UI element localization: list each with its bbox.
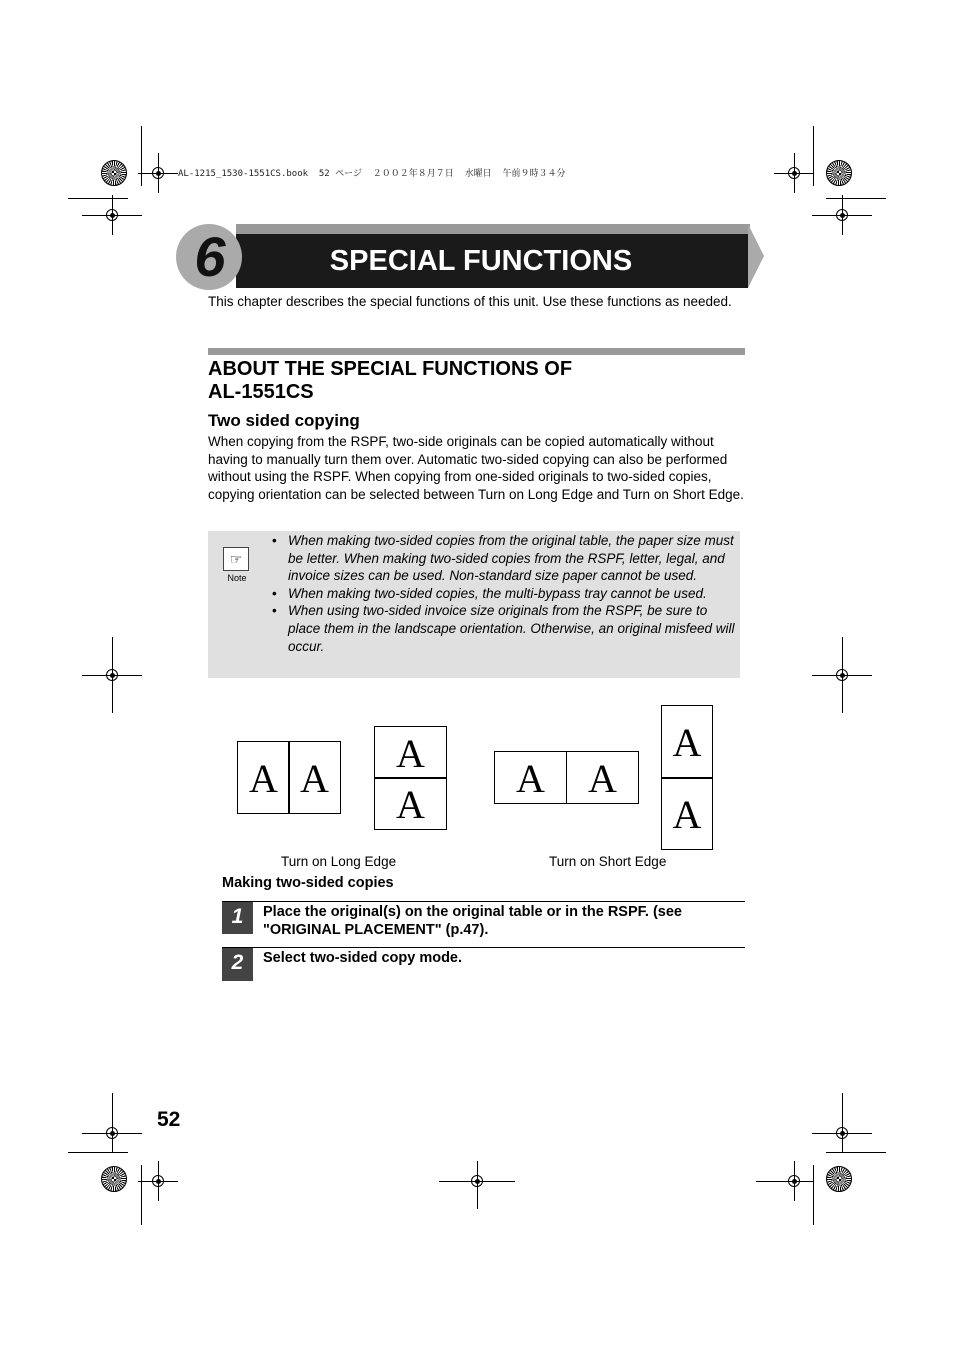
trim-line xyxy=(813,126,814,186)
pointing-hand-icon: ☞ xyxy=(223,547,249,571)
chapter-banner-arrow xyxy=(748,224,764,288)
page-top-panel: A xyxy=(374,726,447,779)
trim-line xyxy=(826,198,886,199)
section-title xyxy=(208,358,728,404)
trim-line xyxy=(813,1165,814,1225)
step-divider xyxy=(222,947,745,948)
trim-line xyxy=(826,1152,886,1153)
step-text: Select two-sided copy mode. xyxy=(263,950,463,966)
page-number: 52 xyxy=(157,1108,181,1131)
page-right-panel: A xyxy=(288,741,341,814)
page-left-panel: A xyxy=(237,741,290,814)
print-header: AL-1215_1530-1551CS.book 52 ページ ２００２年８月７日 水曜日 午前９時３４分 xyxy=(178,169,566,179)
step-number: 2 xyxy=(222,948,253,981)
registration-dial-icon xyxy=(826,1166,852,1192)
step-text: Place the original(s) on the original table or in the RSPF. (see "ORIGINAL PLACEMENT" (p.47). xyxy=(263,904,682,938)
registration-dial-icon xyxy=(826,160,852,186)
chapter-title: SPECIAL FUNCTIONS xyxy=(329,245,633,277)
trim-line xyxy=(68,198,128,199)
section-body: When copying from the RSPF, two-side originals can be copied automatically without having to manually turn them over. Automatic two-sided copying can also be performed without using the RSPF. When copying from one-sided originals to two-sided copies, copying orientation can be selected between Turn on Long Edge and Turn on Short Edge. xyxy=(208,434,744,502)
page-bottom-panel: A xyxy=(374,777,447,830)
registration-dial-icon xyxy=(101,1166,127,1192)
note-item: • When using two-sided invoice size originals from the RSPF, be sure to place them in the landscape orientation. Otherwise, an original misfeed will occur. xyxy=(270,602,740,655)
section-rule xyxy=(208,348,745,355)
note-list xyxy=(270,532,740,655)
trim-line xyxy=(141,126,142,186)
step-divider xyxy=(222,901,745,902)
procedure-title: Making two-sided copies xyxy=(222,875,394,891)
page-bottom-panel: A xyxy=(661,777,713,850)
subsection-title: Two sided copying xyxy=(208,411,360,430)
chapter-banner-shadow xyxy=(236,224,750,234)
trim-line xyxy=(68,1152,128,1153)
caption-short-edge: Turn on Short Edge xyxy=(549,854,667,869)
section-title-line: AL-1551CS xyxy=(208,381,314,403)
section-title-line: ABOUT THE SPECIAL FUNCTIONS OF xyxy=(208,358,573,380)
note-item: • When making two-sided copies from the original table, the paper size must be letter. When making two-sided copies from the RSPF, letter, legal, and invoice sizes can be used. Non-standard size paper cannot be used. xyxy=(270,532,740,585)
note-label: Note xyxy=(227,573,247,583)
page-right-panel: A xyxy=(566,751,639,804)
trim-line xyxy=(141,1165,142,1225)
registration-dial-icon xyxy=(101,160,127,186)
page-top-panel: A xyxy=(661,705,713,779)
chapter-intro: This chapter describes the special functions of this unit. Use these functions as needed. xyxy=(208,294,732,309)
chapter-number: 6 xyxy=(194,225,226,288)
page-left-panel: A xyxy=(494,751,567,804)
note-item: • When making two-sided copies, the multi-bypass tray cannot be used. xyxy=(270,585,740,603)
step-number: 1 xyxy=(222,902,253,934)
caption-long-edge: Turn on Long Edge xyxy=(281,854,397,869)
